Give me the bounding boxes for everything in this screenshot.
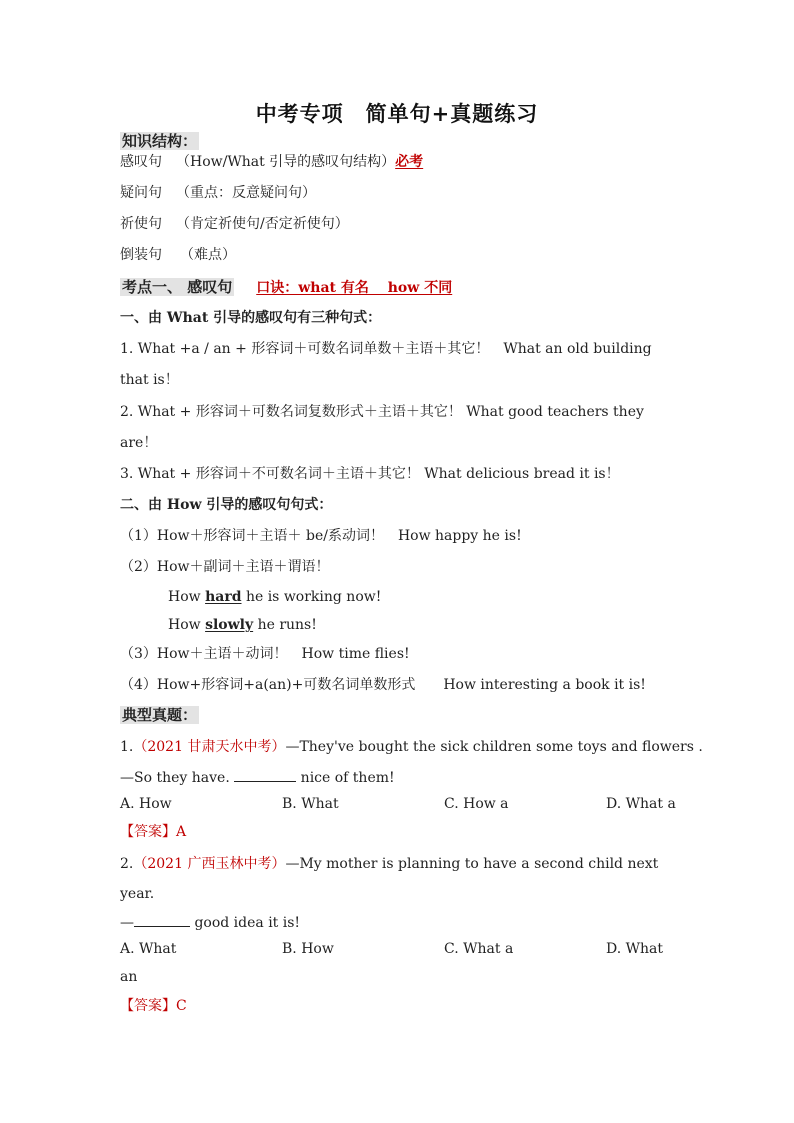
example-text: How xyxy=(168,589,206,605)
example-keyword: slowly xyxy=(205,617,254,633)
question-text: nice of them! xyxy=(300,770,395,786)
point1-line xyxy=(120,277,452,298)
knowledge-label: 感叹句 xyxy=(120,154,162,170)
question-2 xyxy=(120,854,658,874)
option-c: C. What a xyxy=(444,941,514,957)
how-example-1 xyxy=(168,587,381,607)
knowledge-heading: 知识结构： xyxy=(122,132,198,150)
knowledge-desc: （肯定祈使句/否定祈使句） xyxy=(176,216,349,232)
page-title: 中考专项 简单句+真题练习 xyxy=(255,101,539,126)
question-2-line2 xyxy=(120,912,300,933)
example-text: he runs! xyxy=(253,617,317,633)
example-text: How xyxy=(168,617,206,633)
knowledge-desc: （How/What 引导的感叹句结构） xyxy=(176,154,396,170)
how-rule-1: （1）How＋形容词＋主语＋ be/系动词！ How happy he is! xyxy=(120,528,522,544)
option-a: A. How xyxy=(120,796,172,812)
option-d: D. What a xyxy=(606,796,676,812)
knowledge-label: 疑问句 xyxy=(120,185,162,201)
question-text: —They've bought the sick children some toys and flowers . xyxy=(285,739,703,755)
question-number: 2. xyxy=(120,856,134,872)
knowledge-item xyxy=(120,183,316,203)
how-example-2 xyxy=(168,615,317,635)
answer-value: C xyxy=(176,998,187,1014)
question-1-line2 xyxy=(120,767,395,788)
must-test-tag: 必考 xyxy=(395,154,424,170)
knowledge-item xyxy=(120,152,423,172)
what-rule-2-cont: are！ xyxy=(120,435,158,451)
question-number: 1. xyxy=(120,739,134,755)
option-c: C. How a xyxy=(444,796,509,812)
how-heading: 二、由 How 引导的感叹句句式： xyxy=(120,497,333,513)
question-text: — xyxy=(120,915,134,931)
how-rule-4: （4）How+形容词+a(an)+可数名词单数形式 How interesting a book it is! xyxy=(120,677,646,693)
what-rule-1: 1. What +a / an + 形容词＋可数名词单数＋主语＋其它！ What an old building xyxy=(120,341,652,357)
knowledge-desc: （重点：反意疑问句） xyxy=(176,185,316,201)
answer-blank xyxy=(234,767,296,782)
typical-heading-line xyxy=(120,705,199,726)
question-text: —So they have. xyxy=(120,770,230,786)
answer-1 xyxy=(120,822,186,842)
question-text: good idea it is! xyxy=(194,915,301,931)
option-b: B. How xyxy=(282,941,334,957)
question-2-cont: year. xyxy=(120,886,155,902)
option-d-cont: an xyxy=(120,969,138,985)
option-d: D. What xyxy=(606,941,664,957)
knowledge-label: 倒装句 xyxy=(120,247,162,263)
option-a: A. What xyxy=(120,941,177,957)
knowledge-item xyxy=(120,245,236,265)
example-keyword: hard xyxy=(205,589,242,605)
how-rule-3: （3）How＋主语＋动词！ How time flies! xyxy=(120,646,410,662)
option-b: B. What xyxy=(282,796,339,812)
what-rule-2: 2. What + 形容词＋可数名词复数形式＋主语＋其它！ What good teachers they xyxy=(120,404,644,420)
mnemonic: 口诀：what 有名 how 不同 xyxy=(256,280,453,296)
question-text: —My mother is planning to have a second child next xyxy=(285,856,659,872)
knowledge-desc: （难点） xyxy=(180,247,236,263)
answer-2 xyxy=(120,996,187,1016)
answer-label: 【答案】 xyxy=(120,824,176,840)
what-heading: 一、由 What 引导的感叹句有三种句式： xyxy=(120,310,382,326)
typical-heading: 典型真题： xyxy=(122,706,198,724)
knowledge-heading-line xyxy=(120,131,199,152)
what-rule-3: 3. What + 形容词＋不可数名词＋主语＋其它！ What delicious bread it is！ xyxy=(120,466,620,482)
point1-heading: 考点一、 感叹句 xyxy=(122,278,233,296)
question-source: （2021 甘肃天水中考） xyxy=(133,739,286,755)
knowledge-label: 祈使句 xyxy=(120,216,162,232)
how-rule-2: （2）How＋副词＋主语＋谓语！ xyxy=(120,559,330,575)
answer-label: 【答案】 xyxy=(120,998,176,1014)
answer-value: A xyxy=(176,824,187,840)
example-text: he is working now! xyxy=(241,589,382,605)
answer-blank xyxy=(134,912,190,927)
what-rule-1-cont: that is！ xyxy=(120,372,179,388)
question-source: （2021 广西玉林中考） xyxy=(133,856,286,872)
knowledge-item xyxy=(120,214,349,234)
question-1 xyxy=(120,737,703,757)
